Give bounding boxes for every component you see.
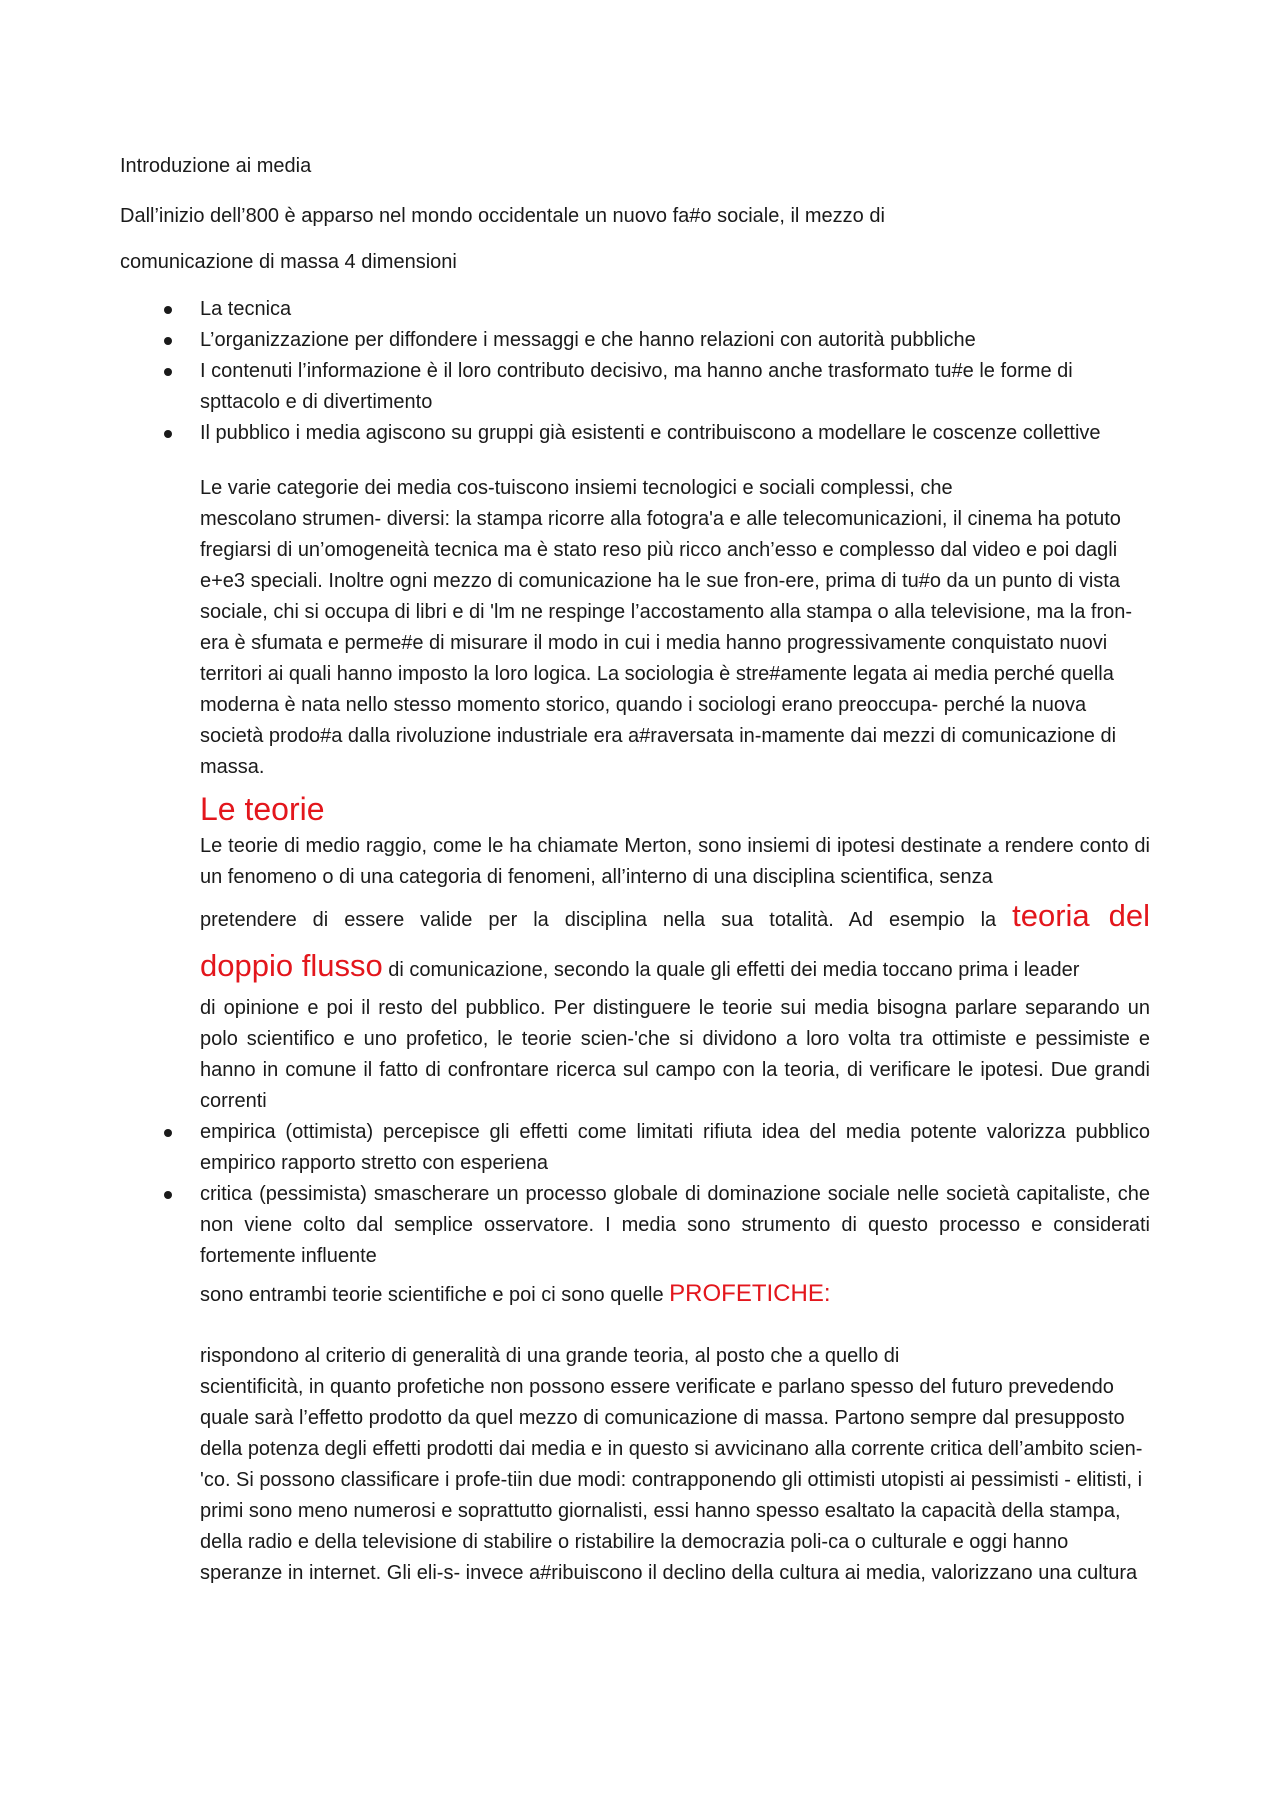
- dimensions-list: [120, 294, 1150, 449]
- teorie-text-4: di opinione e poi il resto del pubblico. Per distinguere le teorie sui media bisogna parlare separando un polo scientifico e uno profetico, le teorie scien-'che si dividono a loro volta tra ottimiste e pessimiste e hanno in comune il fatto di confrontare ricerca sul campo con la teoria, di verificare le ipotesi. Due grandi correnti: [200, 997, 1150, 1112]
- intro-line-1: Dall’inizio dell’800 è apparso nel mondo occidentale un nuovo fa#o sociale, il mezzo di: [120, 205, 885, 227]
- teorie-text-2: [200, 893, 1150, 943]
- list-item: L’organizzazione per diffondere i messaggi e che hanno relazioni con autorità pubbliche: [120, 325, 1150, 356]
- teorie-paragraph: [200, 831, 1150, 1117]
- media-paragraph: [200, 473, 1150, 783]
- spacer: [120, 449, 1150, 473]
- section-heading-le-teorie: Le teorie: [200, 791, 325, 827]
- teorie-text-3: [200, 943, 1150, 993]
- list-item: La tecnica: [120, 294, 1150, 325]
- list-item: I contenuti l’informazione è il loro contributo decisivo, ma hanno anche trasformato tu#e le forme di spttacolo e di divertimento: [120, 356, 1150, 418]
- highlight-doppio-flusso: doppio flusso: [200, 948, 383, 983]
- document-title: Introduzione ai media: [120, 155, 312, 177]
- profetiche-paragraph: [200, 1341, 1150, 1589]
- media-paragraph-body: mescolano strumen- diversi: la stampa ricorre alla fotogra'a e alle telecomunicazioni, il cinema ha potuto fregiarsi di un’omogeneità tecnica ma è stato reso più ricco anch’esso e complesso dal video e poi dagli e+e3 speciali. Inoltre ogni mezzo di comunicazione ha le sue fron-ere, prima di tu#o da un punto di vista sociale, chi si occupa di libri e di 'lm ne respinge l’accostamento alla stampa o alla televisione, ma la fron-era è sfumata e perme#e di misurare il modo in cui i media hanno progressivamente conquistato nuovi territori ai quali hanno imposto la loro logica. La sociologia è stre#amente legata ai media perché quella moderna è nata nello stesso momento storico, quando i sociologi erano preoccupa- perché la nuova società prodo#a dalla rivoluzione industriale era a#raversata in-mamente dai mezzi di comunicazione di massa.: [200, 508, 1133, 778]
- list-item: critica (pessimista) smascherare un processo globale di dominazione sociale nelle società capitaliste, che non viene colto dal semplice osservatore. I media sono strumento di questo processo e considerati fortemente influente: [120, 1179, 1150, 1272]
- teorie-text-2-lead: pretendere di essere valide per la disciplina nella sua totalità. Ad esempio la: [200, 909, 997, 931]
- teorie-text-1: Le teorie di medio raggio, come le ha chiamate Merton, sono insiemi di ipotesi destinate a rendere conto di un fenomeno o di una categoria di fenomeni, all’interno di una disciplina scientifica, senza: [200, 835, 1150, 888]
- profetiche-body: scientificità, in quanto profetiche non possono essere verificate e parlano spesso del futuro prevedendo quale sarà l’effetto prodotto da quel mezzo di comunicazione di massa. Partono sempre dal presupposto della potenza degli effetti prodotti dai media e in questo si avvicinano alla corrente critica dell’ambito scien-'co. Si possono classificare i profe-tiin due modi: contrapponendo gli ottimisti utopisti ai pessimisti - elitisti, i primi sono meno numerosi e soprattutto giornalisti, essi hanno spesso esaltato la capacità della stampa, della radio e della televisione di stabilire o ristabilire la democrazia poli-ca o culturale e oggi hanno speranze in internet. Gli eli-s- invece a#ribuiscono il declino della cultura ai media, valorizzano una cultura: [200, 1376, 1143, 1584]
- profetiche-label: PROFETICHE:: [669, 1280, 831, 1307]
- list-item: Il pubblico i media agiscono su gruppi già esistenti e contribuiscono a modellare le coscenze collettive: [120, 418, 1150, 449]
- intro-line-2: comunicazione di massa 4 dimensioni: [120, 251, 457, 273]
- spacer: [120, 1311, 1150, 1341]
- correnti-list: [120, 1117, 1150, 1272]
- list-item: empirica (ottimista) percepisce gli effetti come limitati rifiuta idea del media potente valorizza pubblico empirico rapporto stretto con esperiena: [120, 1117, 1150, 1179]
- teorie-text-3-lead: di comunicazione, secondo la quale gli effetti dei media toccano prima i leader: [388, 959, 1080, 981]
- media-paragraph-line-1: Le varie categorie dei media cos-tuiscono insiemi tecnologici e sociali complessi, che: [200, 477, 953, 499]
- highlight-teoria-del: teoria del: [1012, 898, 1151, 933]
- profetiche-line-1: rispondono al criterio di generalità di una grande teoria, al posto che a quello di: [200, 1345, 900, 1367]
- profetiche-lead: sono entrambi teorie scientifiche e poi ci sono quelle: [200, 1284, 670, 1306]
- profetiche-intro: [200, 1278, 1150, 1311]
